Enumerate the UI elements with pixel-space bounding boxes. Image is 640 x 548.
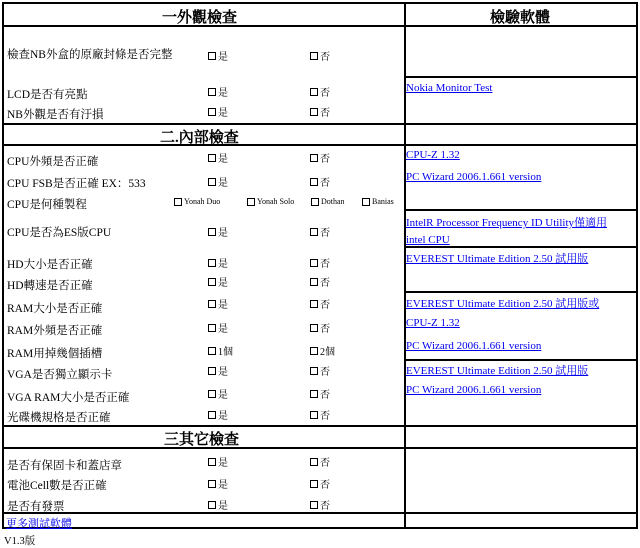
- checkbox[interactable]: [310, 324, 318, 332]
- checkbox[interactable]: [208, 154, 216, 162]
- checkbox[interactable]: [208, 52, 216, 60]
- cpu-option-yonah-solo[interactable]: Yonah Solo: [247, 197, 294, 206]
- yes-option[interactable]: 是: [208, 174, 228, 189]
- no-option[interactable]: 否: [310, 84, 330, 99]
- yes-option[interactable]: 是: [208, 407, 228, 422]
- checkbox[interactable]: [310, 52, 318, 60]
- tool-link-everest-ram[interactable]: EVEREST Ultimate Edition 2.50 試用版或: [406, 298, 600, 310]
- section3-header: 三其它檢查: [164, 432, 240, 448]
- yes-option[interactable]: 是: [208, 476, 228, 491]
- checkbox[interactable]: [208, 259, 216, 267]
- row-divider: [4, 425, 636, 427]
- checkbox[interactable]: [208, 88, 216, 96]
- checkbox[interactable]: [362, 198, 370, 206]
- checkbox[interactable]: [310, 228, 318, 236]
- yes-option[interactable]: 是: [208, 454, 228, 469]
- checkbox[interactable]: [310, 259, 318, 267]
- checkbox[interactable]: [208, 324, 216, 332]
- row-divider: [4, 123, 636, 125]
- row-divider: [404, 246, 636, 248]
- no-option[interactable]: 否: [310, 320, 330, 335]
- cpu-option-banias[interactable]: Banias: [362, 197, 394, 206]
- one-stick-option[interactable]: 1個: [208, 343, 233, 358]
- tool-link-pcwizard[interactable]: PC Wizard 2006.1.661 version: [406, 171, 542, 183]
- yes-option[interactable]: 是: [208, 320, 228, 335]
- section1-header: 一外觀檢查: [162, 10, 238, 26]
- no-option[interactable]: 否: [310, 104, 330, 119]
- tool-link-intel-freq-line2[interactable]: intel CPU: [406, 234, 450, 246]
- yes-option[interactable]: 是: [208, 274, 228, 289]
- no-option[interactable]: 否: [310, 454, 330, 469]
- tool-link-cpuz-ram[interactable]: CPU-Z 1.32: [406, 317, 460, 329]
- checkbox[interactable]: [208, 367, 216, 375]
- question-ram-size: RAM大小是否正確: [7, 303, 103, 315]
- no-option[interactable]: 否: [310, 476, 330, 491]
- checkbox[interactable]: [174, 198, 182, 206]
- question-hd-size: HD大小是否正確: [7, 259, 93, 271]
- question-nb-damage: NB外觀是否有汙損: [7, 109, 104, 121]
- two-sticks-option[interactable]: 2個: [310, 343, 335, 358]
- checkbox[interactable]: [310, 154, 318, 162]
- yes-option[interactable]: 是: [208, 296, 228, 311]
- checkbox[interactable]: [310, 108, 318, 116]
- question-warranty: 是否有保固卡和蓋店章: [7, 460, 122, 472]
- row-divider: [404, 291, 636, 293]
- question-vga-dedicated: VGA是否獨立顯示卡: [7, 369, 113, 381]
- yes-option[interactable]: 是: [208, 84, 228, 99]
- no-option[interactable]: 否: [310, 255, 330, 270]
- more-test-software-link[interactable]: 更多測試軟體: [6, 518, 72, 530]
- checkbox[interactable]: [310, 367, 318, 375]
- checkbox[interactable]: [208, 480, 216, 488]
- yes-option[interactable]: 是: [208, 497, 228, 512]
- row-divider: [404, 76, 636, 78]
- no-option[interactable]: 否: [310, 296, 330, 311]
- section2-header: 二.內部檢查: [160, 130, 239, 146]
- checkbox[interactable]: [310, 88, 318, 96]
- checkbox[interactable]: [208, 228, 216, 236]
- tool-link-nokia[interactable]: Nokia Monitor Test: [406, 82, 493, 94]
- question-cpu-es: CPU是否為ES版CPU: [7, 227, 112, 239]
- checkbox[interactable]: [310, 458, 318, 466]
- question-nb-box-seal: 檢查NB外盒的原廠封條是否完整: [7, 49, 173, 61]
- question-hd-speed: HD轉速是否正確: [7, 280, 93, 292]
- no-option[interactable]: 否: [310, 224, 330, 239]
- tool-link-intel-freq[interactable]: IntelR Processor Frequency ID Utility僅適用: [406, 217, 608, 229]
- row-divider: [4, 512, 636, 514]
- no-option[interactable]: 否: [310, 363, 330, 378]
- checkbox[interactable]: [208, 108, 216, 116]
- tool-link-everest-hd[interactable]: EVEREST Ultimate Edition 2.50 試用版: [406, 253, 589, 265]
- row-divider: [404, 359, 636, 361]
- question-cpu-type: CPU是何種製程: [7, 199, 87, 211]
- no-option[interactable]: 否: [310, 386, 330, 401]
- question-vga-ram: VGA RAM大小是否正確: [7, 392, 130, 404]
- tool-link-everest-vga[interactable]: EVEREST Ultimate Edition 2.50 試用版: [406, 365, 589, 377]
- checkbox[interactable]: [310, 300, 318, 308]
- no-option[interactable]: 否: [310, 48, 330, 63]
- checkbox[interactable]: [208, 501, 216, 509]
- checkbox[interactable]: [208, 411, 216, 419]
- checkbox[interactable]: [247, 198, 255, 206]
- cpu-option-dothan[interactable]: Dothan: [311, 197, 345, 206]
- checkbox[interactable]: [310, 480, 318, 488]
- question-battery-cells: 電池Cell數是否正確: [7, 480, 107, 492]
- tool-link-pcwizard-ram[interactable]: PC Wizard 2006.1.661 version: [406, 340, 542, 352]
- checkbox[interactable]: [208, 458, 216, 466]
- row-divider: [4, 447, 636, 449]
- checkbox[interactable]: [311, 198, 319, 206]
- tools-header: 檢驗軟體: [490, 10, 551, 26]
- yes-option[interactable]: 是: [208, 150, 228, 165]
- checkbox[interactable]: [310, 501, 318, 509]
- no-option[interactable]: 否: [310, 274, 330, 289]
- yes-option[interactable]: 是: [208, 104, 228, 119]
- cpu-option-yonah-duo[interactable]: Yonah Duo: [174, 197, 220, 206]
- yes-option[interactable]: 是: [208, 48, 228, 63]
- no-option[interactable]: 否: [310, 150, 330, 165]
- checkbox[interactable]: [208, 347, 216, 355]
- row-divider: [404, 209, 636, 211]
- checkbox[interactable]: [310, 411, 318, 419]
- tool-link-pcwizard-vga[interactable]: PC Wizard 2006.1.661 version: [406, 384, 542, 396]
- question-cpu-fsb: CPU FSB是否正確 EX：533: [7, 178, 146, 190]
- yes-option[interactable]: 是: [208, 363, 228, 378]
- checkbox[interactable]: [310, 390, 318, 398]
- question-lcd-bright: LCD是否有亮點: [7, 89, 88, 101]
- question-ram-slots: RAM用掉幾個插槽: [7, 348, 103, 360]
- checkbox[interactable]: [208, 390, 216, 398]
- checkbox[interactable]: [208, 278, 216, 286]
- checkbox[interactable]: [310, 278, 318, 286]
- checkbox[interactable]: [310, 347, 318, 355]
- checkbox[interactable]: [208, 300, 216, 308]
- question-optical-spec: 光碟機規格是否正確: [7, 412, 111, 424]
- version-label: V1.3版: [4, 536, 36, 547]
- yes-option[interactable]: 是: [208, 255, 228, 270]
- checklist-table: [2, 2, 638, 529]
- question-cpu-ext-freq: CPU外頻是否正確: [7, 156, 99, 168]
- checkbox[interactable]: [310, 178, 318, 186]
- no-option[interactable]: 否: [310, 174, 330, 189]
- tool-link-cpuz[interactable]: CPU-Z 1.32: [406, 149, 460, 161]
- yes-option[interactable]: 是: [208, 224, 228, 239]
- no-option[interactable]: 否: [310, 407, 330, 422]
- checkbox[interactable]: [208, 178, 216, 186]
- yes-option[interactable]: 是: [208, 386, 228, 401]
- row-divider: [4, 144, 636, 146]
- question-ram-freq: RAM外頻是否正確: [7, 325, 103, 337]
- question-invoice: 是否有發票: [7, 501, 65, 513]
- no-option[interactable]: 否: [310, 497, 330, 512]
